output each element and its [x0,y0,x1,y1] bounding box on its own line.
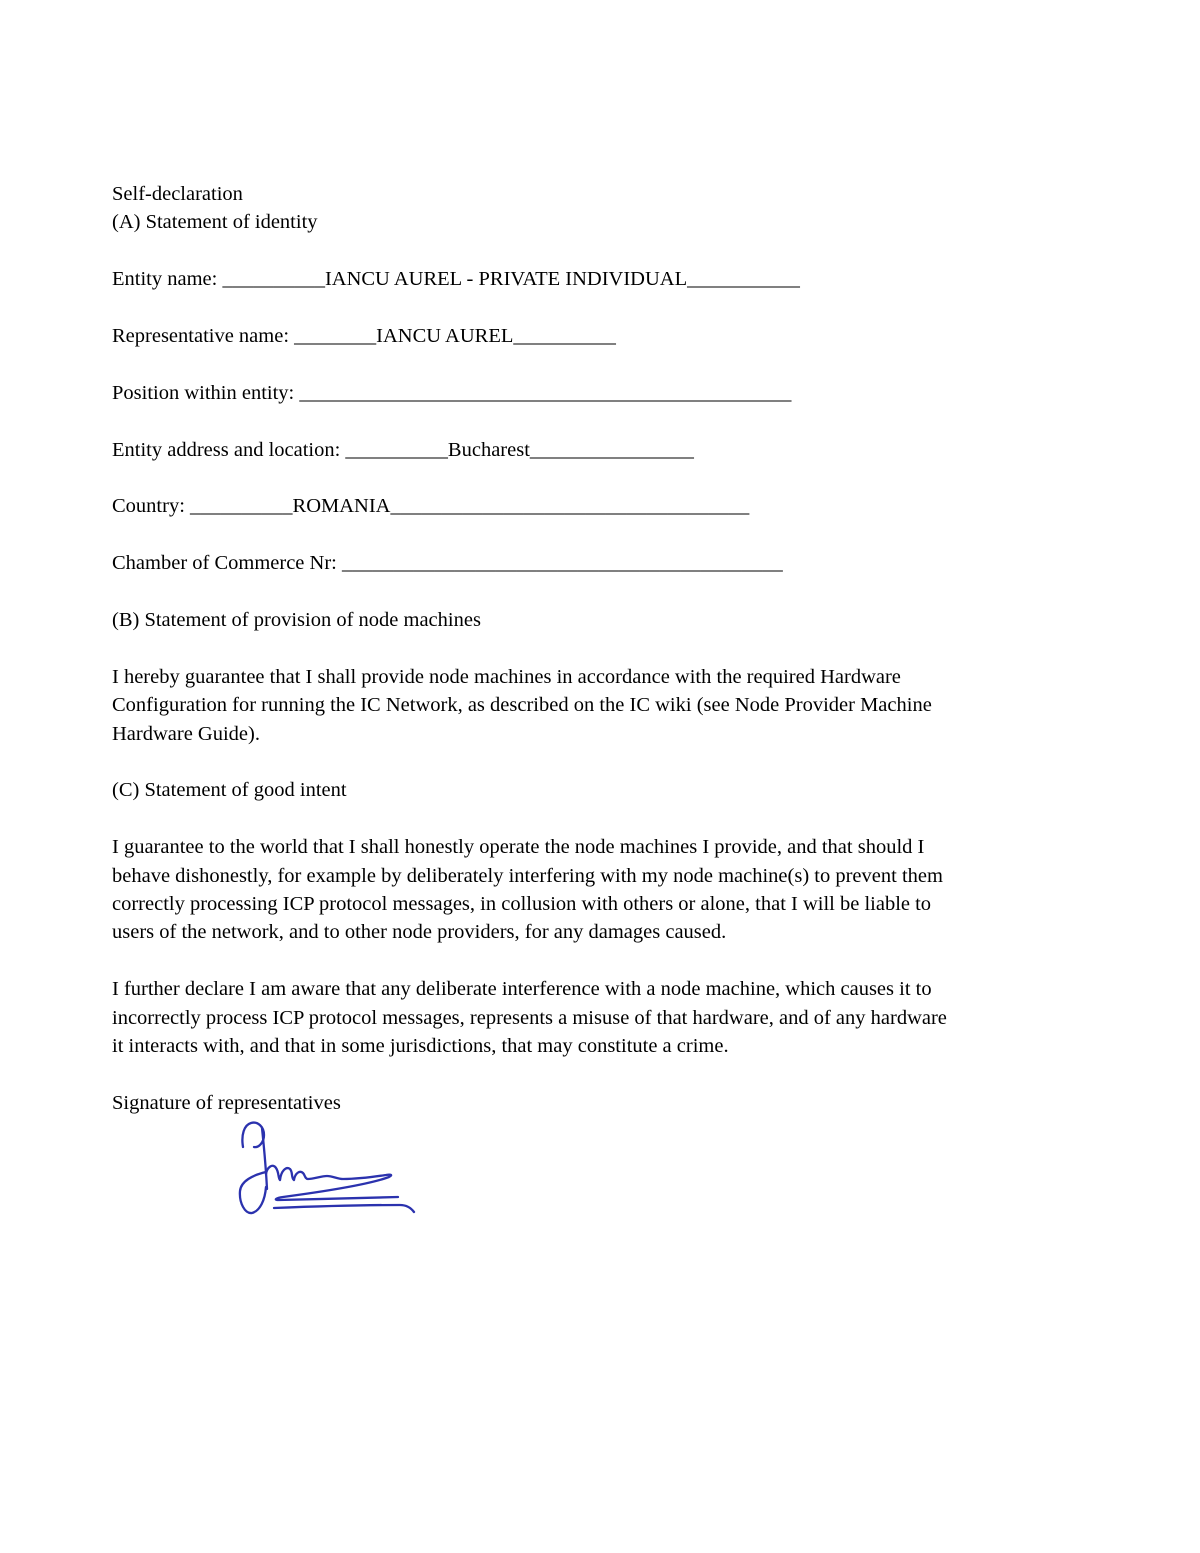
text-line: I hereby guarantee that I shall provide node machines in accordance with the required Hardware [112,665,901,688]
paragraph [112,549,1122,577]
text-line: behave dishonestly, for example by deliberately interfering with my node machine(s) to prevent them [112,864,943,887]
text-line: users of the network, and to other node providers, for any damages caused. [112,921,727,944]
paragraph [112,265,1122,293]
paragraph [112,180,1122,237]
text-line: Configuration for running the IC Network, as described on the IC wiki (see Node Provider Machine [112,694,932,717]
paragraph [112,492,1122,520]
paragraph [112,436,1122,464]
signature-stroke [240,1172,266,1213]
signature-stroke [274,1205,414,1212]
text-line: Self-declaration [112,183,243,205]
text-line: Signature of representatives [112,1091,341,1114]
text-line: I guarantee to the world that I shall honestly operate the node machines I provide, and that should I [112,836,925,859]
text-line: Country: __________ROMANIA___________________________________ [112,495,750,518]
text-line: Hardware Guide). [112,722,260,745]
paragraph [112,606,1122,634]
text-line: Entity name: __________IANCU AUREL - PRIVATE INDIVIDUAL___________ [112,268,800,291]
signature [228,1117,435,1219]
text-line: Position within entity: ________________________________________________ [112,381,792,404]
text-line: correctly processing ICP protocol messages, in collusion with others or alone, that I will be liable to [112,893,932,915]
paragraph [112,663,1122,748]
paragraph [112,1089,1122,1117]
paragraph [112,975,1122,1060]
text-line: Entity address and location: __________Bucharest________________ [112,438,694,461]
text-line: it interacts with, and that in some jurisdictions, that may constitute a crime. [112,1035,729,1058]
text-line: (B) Statement of provision of node machines [112,608,481,631]
signature-stroke [242,1123,264,1147]
text-line: (C) Statement of good intent [112,779,347,802]
signature-stroke [266,1166,398,1200]
text-line: I further declare I am aware that any deliberate interference with a node machine, which causes it to [112,978,932,1001]
paragraph [112,322,1122,350]
paragraph [112,379,1122,407]
paragraph [112,833,1122,947]
document-body [112,180,1122,1146]
signature-scribble [228,1117,435,1219]
text-line: Representative name: ________IANCU AUREL__________ [112,325,616,347]
paragraph [112,776,1122,804]
text-line: Chamber of Commerce Nr: ___________________________________________ [112,552,783,575]
text-line: (A) Statement of identity [112,211,318,234]
text-line: incorrectly process ICP protocol messages, represents a misuse of that hardware, and of any hardware [112,1006,947,1029]
